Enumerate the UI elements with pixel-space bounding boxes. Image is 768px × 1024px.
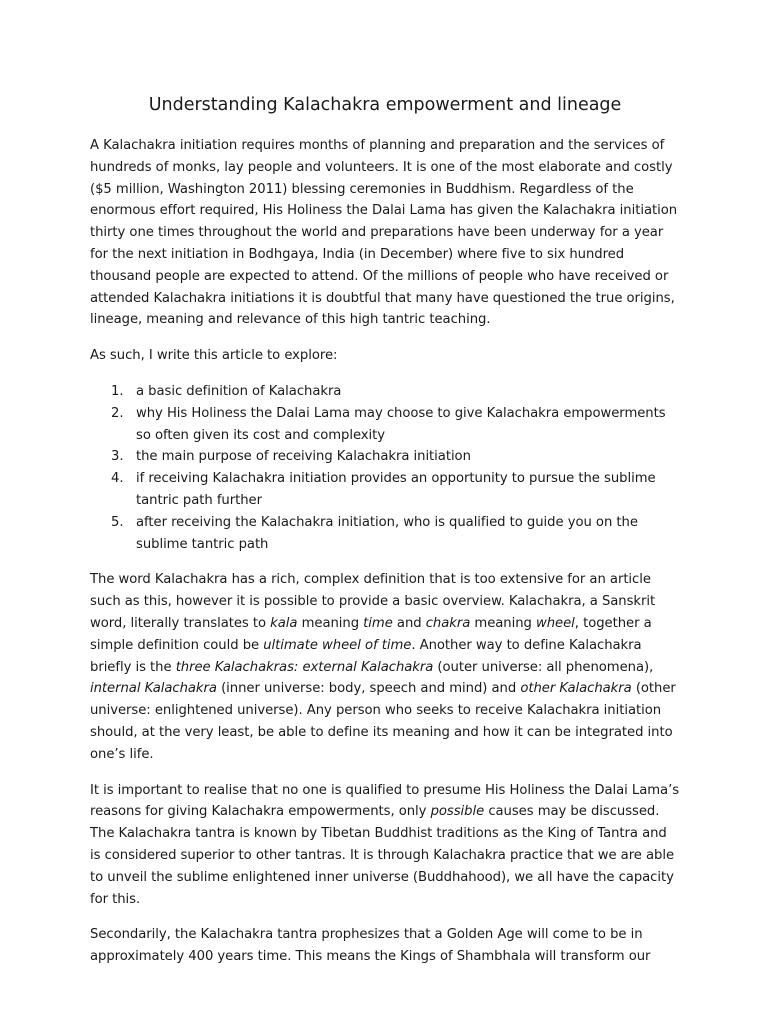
list-item: [90, 446, 680, 468]
list-item: [90, 381, 680, 403]
text-run: causes may be discussed. The Kalachakra tantra is known by Tibetan Buddhist traditions as the King of Tantra and is considered superior to other tantras. It is through Kalachakra practice that we are able to unveil the sublime enlightened inner universe (Buddhahood), we all have the capacity for this.: [90, 804, 675, 907]
text-run: meaning: [470, 615, 536, 631]
text-run: (other universe: enlightened universe). Any person who seeks to receive Kalachakra initiation should, at the very least, be able to define its meaning and how it can be integrated into one’s life.: [90, 681, 676, 762]
italic-term: three Kalachakras:: [175, 659, 299, 675]
list-item: [90, 403, 680, 447]
italic-term: external Kalachakra: [302, 659, 434, 675]
list-item-number: 5.: [111, 514, 124, 530]
paragraph-explore-lead: As such, I write this article to explore:: [90, 348, 338, 364]
text-run: (inner universe: body, speech and mind) and: [216, 681, 521, 697]
italic-term: kala: [270, 615, 298, 631]
list-item-text: a basic definition of Kalachakra: [136, 383, 342, 399]
italic-term: chakra: [425, 615, 471, 631]
list-item-text: if receiving Kalachakra initiation provides an opportunity to pursue the sublime tantric path further: [136, 471, 656, 508]
list-item-number: 3.: [111, 449, 124, 465]
text-run: (outer universe: all phenomena),: [433, 659, 654, 675]
text-run: and: [392, 615, 426, 631]
list-item-number: 2.: [111, 405, 124, 421]
list-item-text: why His Holiness the Dalai Lama may choose to give Kalachakra empowerments so often given its cost and complexity: [136, 405, 666, 443]
text-run: , together a simple definition could be: [90, 615, 652, 653]
italic-term: wheel: [536, 615, 575, 631]
italic-term: internal Kalachakra: [90, 681, 217, 697]
text-run: The word Kalachakra has a rich, complex definition that is too extensive for an article such as this, however it is possible to provide a basic overview. Kalachakra, a Sanskrit word, literally translates to: [90, 572, 656, 631]
paragraph-intro: A Kalachakra initiation requires months of planning and preparation and the services of hundreds of monks, lay people and volunteers. It is one of the most elaborate and costly ($5 million, Washington 2011) blessing ceremonies in Buddhism. Regardless of the enormous effort required, His Holiness the Dalai Lama has given the Kalachakra initiation thirty one times throughout the world and preparations have been underway for a year for the next initiation in Bodhgaya, India (in December) where five to six hundred thousand people are expected to attend. Of the millions of people who have received or attended Kalachakra initiations it is doubtful that many have questioned the true origins, lineage, meaning and relevance of this high tantric teaching.: [90, 138, 678, 328]
list-item-text: after receiving the Kalachakra initiation, who is qualified to guide you on the sublime tantric path: [136, 514, 638, 552]
page-title: Understanding Kalachakra empowerment and lineage: [148, 95, 622, 115]
list-item: [90, 512, 680, 556]
topics-list: [90, 381, 680, 555]
paragraph-reasons: [90, 780, 680, 911]
list-item-number: 4.: [111, 471, 124, 487]
list-item-text: the main purpose of receiving Kalachakra initiation: [136, 449, 471, 465]
italic-term: possible: [430, 804, 485, 820]
text-run: meaning: [297, 615, 364, 631]
text-run: It is important to realise that no one is qualified to presume His Holiness the Dalai Lama’s reasons for giving Kalachakra empowerments, only: [90, 782, 680, 820]
paragraph-definition: [90, 569, 680, 765]
text-run: . Another way to define Kalachakra briefly is the: [90, 637, 642, 675]
italic-term: other Kalachakra: [520, 681, 632, 697]
paragraph-golden-age: Secondarily, the Kalachakra tantra prophesizes that a Golden Age will come to be in approximately 400 years time. This means the Kings of Shambhala will transform our: [90, 927, 651, 965]
list-item-number: 1.: [111, 383, 124, 399]
italic-term: ultimate wheel of time: [263, 637, 412, 653]
italic-term: time: [363, 615, 393, 631]
list-item: [90, 468, 680, 512]
